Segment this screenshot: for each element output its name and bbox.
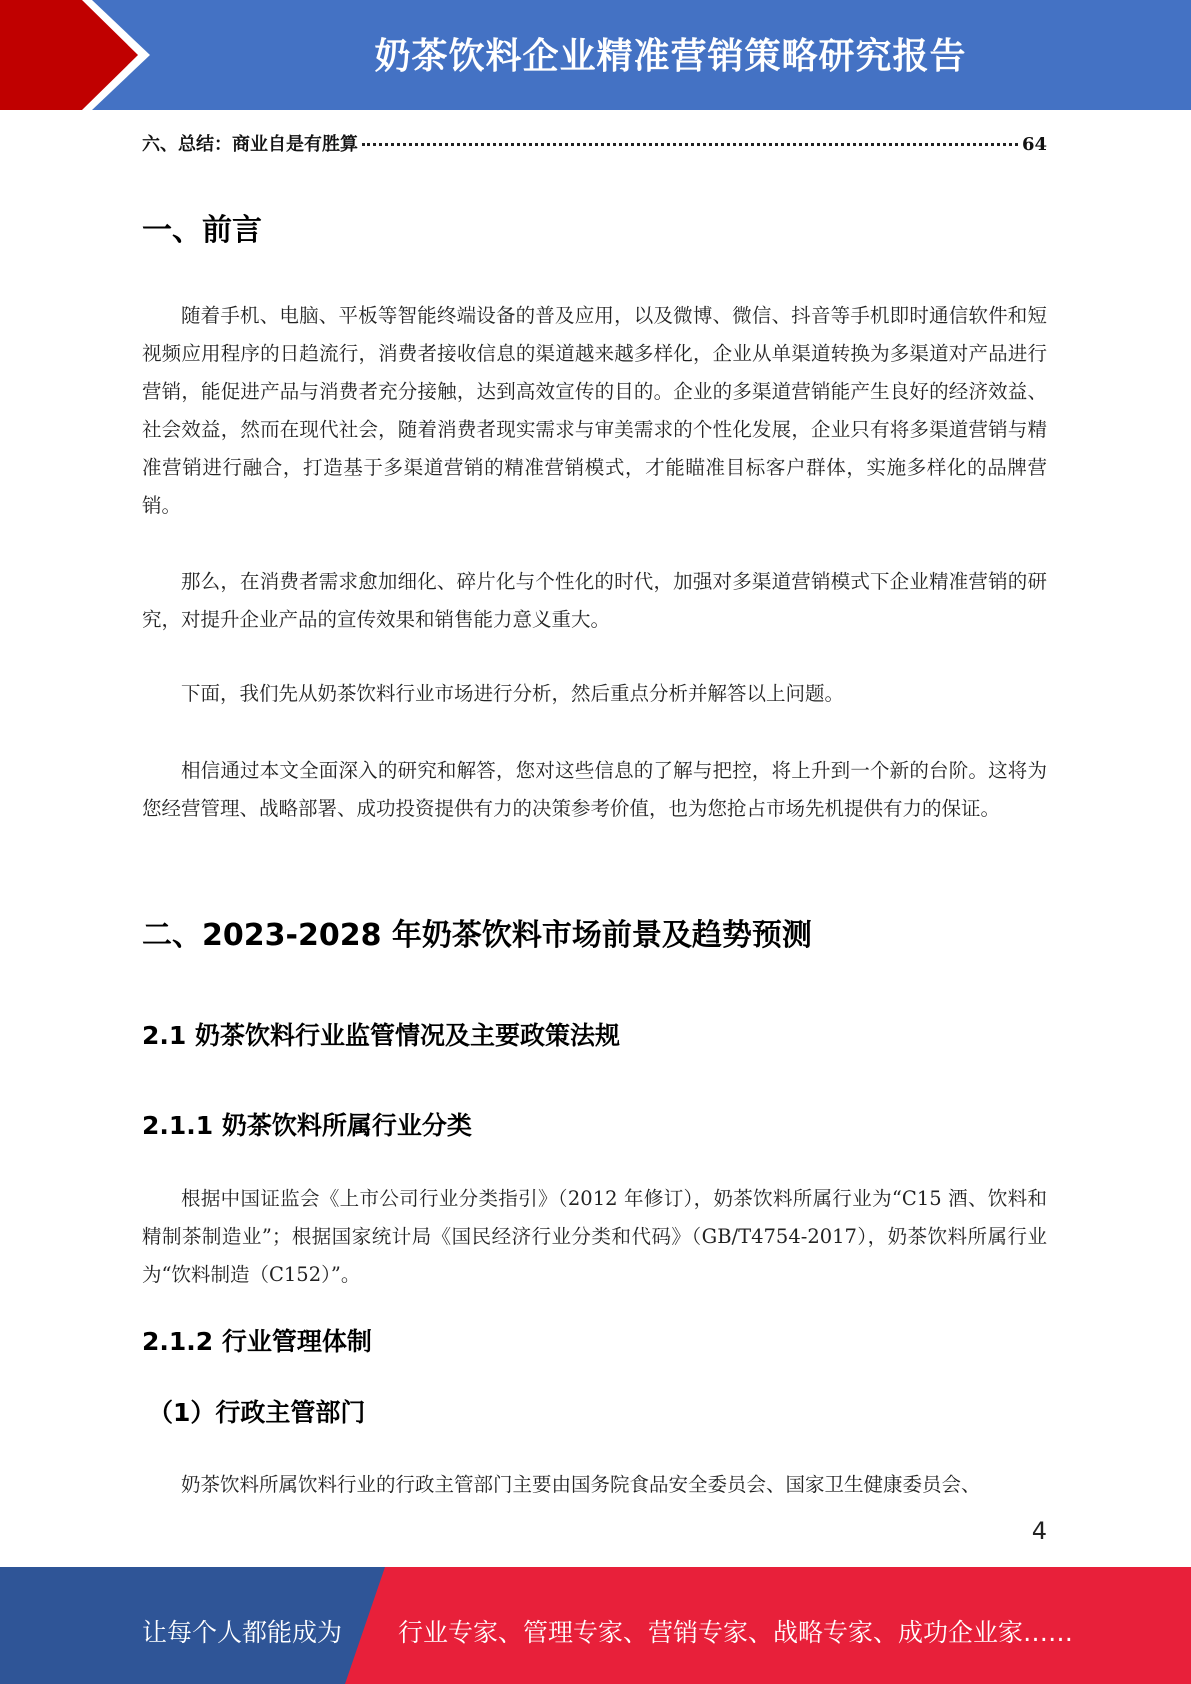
intro-paragraph-2: 那么，在消费者需求愈加细化、碎片化与个性化的时代，加强对多渠道营销模式下企业精准营销的研究，对提升企业产品的宣传效果和销售能力意义重大。 [142, 570, 1047, 631]
toc-entry-label: 六、总结：商业自是有胜算 [142, 134, 358, 155]
intro-paragraph-1: 随着手机、电脑、平板等智能终端设备的普及应用，以及微博、微信、抖音等手机即时通信软件和短视频应用程序的日趋流行，消费者接收信息的渠道越来越多样化，企业从单渠道转换为多渠道对产品进行营销，能促进产品与消费者充分接触，达到高效宣传的目的。企业的多渠道营销能产生良好的经济效益、社会效益，然而在现代社会，随着消费者现实需求与审美需求的个性化发展，企业只有将多渠道营销与精准营销进行融合，打造基于多渠道营销的精准营销模式，才能瞄准目标客户群体，实施多样化的品牌营销。 [142, 304, 1047, 517]
toc-entry[interactable] [142, 130, 1047, 158]
section-heading-forecast: 二、2023-2028 年奶茶饮料市场前景及趋势预测 [142, 918, 812, 953]
intro-paragraph-3: 下面，我们先从奶茶饮料行业市场进行分析，然后重点分析并解答以上问题。 [181, 682, 845, 705]
red-chevron-decoration [0, 0, 160, 110]
footer-slogan-left: 让每个人都能成为 [142, 1618, 343, 1647]
paragraph-2-1-1: 根据中国证监会《上市公司行业分类指引》（2012 年修订），奶茶饮料所属行业为“C15 酒、饮料和精制茶制造业”；根据国家统计局《国民经济行业分类和代码》（GB/T4754-2017），奶茶饮料所属行业为“饮料制造（C152）”。 [142, 1187, 1047, 1286]
footer-slogan-right: 行业专家、管理专家、营销专家、战略专家、成功企业家…… [398, 1618, 1074, 1647]
toc-dot-leader [362, 143, 1018, 146]
subsection-heading-2-1: 2.1 奶茶饮料行业监管情况及主要政策法规 [142, 1021, 620, 1050]
section-heading-intro: 一、前言 [142, 213, 262, 248]
page-header [0, 0, 1191, 110]
subsection-heading-2-1-2: 2.1.2 行业管理体制 [142, 1327, 372, 1356]
subsection-heading-admin: （1）行政主管部门 [148, 1398, 366, 1427]
subsection-heading-2-1-1: 2.1.1 奶茶饮料所属行业分类 [142, 1111, 472, 1140]
intro-paragraph-4: 相信通过本文全面深入的研究和解答，您对这些信息的了解与把控，将上升到一个新的台阶。这将为您经营管理、战略部署、成功投资提供有力的决策参考价值，也为您抢占市场先机提供有力的保证。 [142, 759, 1047, 820]
toc-entry-page: 64 [1021, 134, 1047, 155]
paragraph-admin: 奶茶饮料所属饮料行业的行政主管部门主要由国务院食品安全委员会、国家卫生健康委员会、 [181, 1473, 981, 1496]
page-number: 4 [1031, 1517, 1047, 1545]
document-title: 奶茶饮料企业精准营销策略研究报告 [374, 36, 967, 77]
page-footer [0, 1567, 1191, 1684]
